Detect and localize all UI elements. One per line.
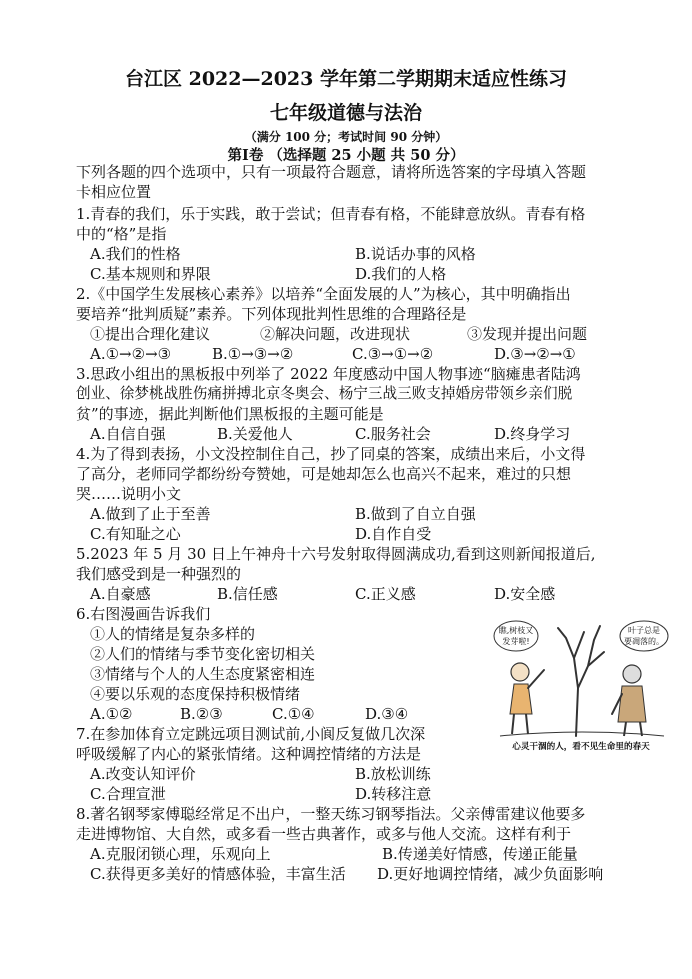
bubble-left-line-1: 瞧,树枝又: [498, 626, 534, 635]
q7-option-d: D.转移注意: [355, 785, 432, 803]
q8-option-d: D.更好地调控情绪，减少负面影响: [377, 865, 604, 883]
q1-option-d: D.我们的人格: [355, 265, 447, 283]
q8-option-a: A.克服闭锁心理，乐观向上: [90, 845, 271, 863]
q2-option-b: B.①→③→②: [212, 345, 294, 363]
bubble-left-line-2: 发芽啦!: [502, 637, 530, 646]
cartoon-drawing: [492, 618, 670, 752]
q5-stem-line-1: 5.2023 年 5 月 30 日上午神舟十六号发射取得圆满成功,看到这则新闻报道后,: [76, 545, 596, 563]
bubble-right-line-1: 叶子总是: [628, 626, 660, 635]
q6-item-4: ④要以乐观的态度保持积极情绪: [90, 685, 301, 703]
q4-option-b: B.做到了自立自强: [355, 505, 476, 523]
q1-option-a: A.我们的性格: [90, 245, 181, 263]
q6-option-b: B.②③: [180, 705, 223, 723]
q1-stem-line-2: 中的“格”是指: [76, 225, 167, 243]
q6-item-3: ③情绪与个人的人生态度紧密相连: [90, 665, 316, 683]
q3-option-a: A.自信自强: [90, 425, 166, 443]
exam-note: （满分 100 分；考试时间 90 分钟）: [244, 130, 448, 144]
q3-stem-line-1: 3.思政小组出的黑板报中列举了 2022 年度感动中国人物事迹“脑瘫患者陆鸿: [76, 365, 581, 383]
q4-option-d: D.自作自受: [355, 525, 432, 543]
cartoon-caption: 心灵干涸的人，看不见生命里的春天: [512, 742, 650, 752]
q7-option-a: A.改变认知评价: [90, 765, 196, 783]
q5-option-b: B.信任感: [217, 585, 278, 603]
q2-item-2: ②解决问题，改进现状: [260, 325, 411, 343]
q8-stem-line-1: 8.著名钢琴家傅聪经常足不出户，一整天练习钢琴指法。父亲傅雷建议他要多: [76, 805, 586, 823]
q1-option-c: C.基本规则和界限: [90, 265, 211, 283]
q6-stem: 6.右图漫画告诉我们: [76, 605, 211, 623]
q2-option-a: A.①→②→③: [90, 345, 172, 363]
q3-option-c: C.服务社会: [355, 425, 431, 443]
q7-option-b: B.放松训练: [355, 765, 431, 783]
q6-option-a: A.①②: [90, 705, 133, 723]
section-heading: 第Ⅰ卷 （选择题 25 小题 共 50 分）: [227, 147, 465, 164]
q4-option-a: A.做到了止于至善: [90, 505, 211, 523]
q4-stem-line-1: 4.为了得到表扬，小文没控制住自己，抄了同桌的答案，成绩出来后，小文得: [76, 445, 586, 463]
instructions-line-2: 卡相应位置: [76, 183, 152, 201]
q7-stem-line-2: 呼吸缓解了内心的紧张情绪。这种调控情绪的方法是: [76, 745, 422, 763]
q5-option-d: D.安全感: [494, 585, 556, 603]
q1-stem-line-1: 1.青春的我们，乐于实践，敢于尝试；但青春有格，不能肆意放纵。青春有格: [76, 205, 586, 223]
q8-option-c: C.获得更多美好的情感体验，丰富生活: [90, 865, 346, 883]
q2-option-d: D.③→②→①: [494, 345, 576, 363]
subject-title: 七年级道德与法治: [269, 102, 422, 124]
q7-option-c: C.合理宣泄: [90, 785, 166, 803]
cartoon-illustration: [492, 618, 670, 752]
q4-option-c: C.有知耻之心: [90, 525, 181, 543]
q2-item-1: ①提出合理化建议: [90, 325, 211, 343]
q2-stem-line-2: 要培养“批判质疑”素养。下列体现批判性思维的合理路径是: [76, 305, 467, 323]
q3-stem-line-2: 创业、徐梦桃战胜伤痛拼搏北京冬奥会、杨宁三战三败支掉婚房带领乡亲们脱: [76, 385, 573, 402]
q3-option-d: D.终身学习: [494, 425, 571, 443]
q2-item-3: ③发现并提出问题: [467, 325, 588, 343]
q5-stem-line-2: 我们感受到是一种强烈的: [76, 565, 242, 583]
q6-option-c: C.①④: [272, 705, 315, 723]
q4-stem-line-2: 了高分，老师同学都纷纷夸赞她，可是她却怎么也高兴不起来，难过的只想: [76, 465, 572, 483]
q6-item-1: ①人的情绪是复杂多样的: [90, 625, 256, 643]
bubble-right-line-2: 要凋落的。: [624, 637, 664, 646]
q2-stem-line-1: 2.《中国学生发展核心素养》以培养“全面发展的人”为核心，其中明确指出: [76, 285, 571, 303]
q3-stem-line-3: 贫”的事迹，据此判断他们黑板报的主题可能是: [76, 405, 384, 423]
q8-stem-line-2: 走进博物馆、大自然，或多看一些古典著作，或多与他人交流。这样有利于: [76, 825, 572, 843]
q1-option-b: B.说话办事的风格: [355, 245, 476, 263]
q7-stem-line-1: 7.在参加体育立定跳远项目测试前,小阆反复做几次深: [76, 725, 426, 743]
q2-option-c: C.③→①→②: [352, 345, 434, 363]
exam-title: 台江区 2022—2023 学年第二学期期末适应性练习: [125, 68, 567, 90]
q8-option-b: B.传递美好情感，传递正能量: [382, 845, 578, 863]
q5-option-c: C.正义感: [355, 585, 416, 603]
q3-option-b: B.关爱他人: [217, 425, 293, 443]
q5-option-a: A.自豪感: [90, 585, 151, 603]
q6-item-2: ②人们的情绪与季节变化密切相关: [90, 645, 316, 663]
instructions-line-1: 下列各题的四个选项中，只有一项最符合题意，请将所选答案的字母填入答题: [76, 163, 587, 181]
q4-stem-line-3: 哭……说明小文: [76, 485, 182, 503]
q6-option-d: D.③④: [365, 705, 409, 723]
